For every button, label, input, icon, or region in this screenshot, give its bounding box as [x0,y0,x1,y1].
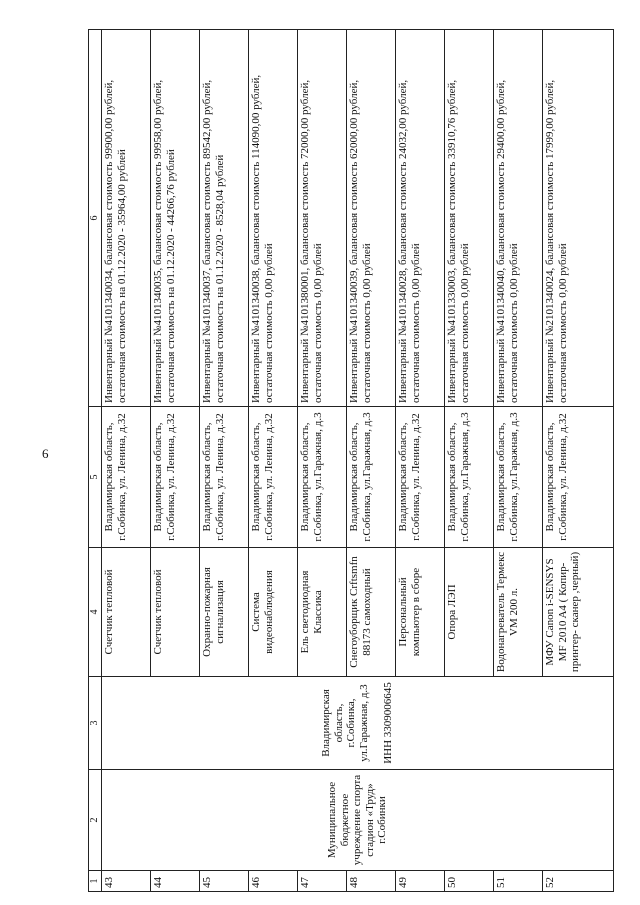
column-header: 4 [89,548,102,677]
item-address: Владимирская область, г.Собинка, ул.Гаражная, д.3 [298,407,347,548]
item-name: Опора ЛЭП [445,548,494,677]
item-details: Инвентарный №4101340039, балансовая стоимость 62000,00 рублей, остаточная стоимость 0,00 рублей [347,30,396,407]
item-address: Владимирская область, г.Собинка, ул.Гаражная, д.3 [494,407,543,548]
row-number: 46 [249,871,298,892]
row-number: 50 [445,871,494,892]
item-details: Инвентарный №4101340037, балансовая стоимость 89542,00 рублей, остаточная стоимость на 01.12.2020 - 8528,04 рублей [200,30,249,407]
organization-inn: ИНН 3309006645 [382,682,395,764]
item-address: Владимирская область, г.Собинка, ул.Гаражная, д.3 [445,407,494,548]
item-address: Владимирская область, г.Собинка, ул. Ленина, д.32 [102,407,151,548]
column-header: 6 [89,30,102,407]
row-number: 44 [151,871,200,892]
item-details: Инвентарный №4101340040, балансовая стоимость 29400,00 рублей, остаточная стоимость 0,00 рублей [494,30,543,407]
item-name: Водонагреватель Термекс VM 200 л. [494,548,543,677]
item-details: Инвентарный №4101340038, балансовая стоимость 114090,00 рублей, остаточная стоимость 0,00 рублей [249,30,298,407]
item-name: Система видеонаблюдения [249,548,298,677]
row-number: 45 [200,871,249,892]
item-name: Снегоуборщик Crftsmfn 88173 самоходный [347,548,396,677]
item-address: Владимирская область, г.Собинка, ул. Ленина, д.32 [396,407,445,548]
property-table-wrapper [88,30,614,892]
item-address: Владимирская область, г.Собинка, ул. Ленина, д.32 [249,407,298,548]
row-number: 51 [494,871,543,892]
item-address: Владимирская область, г.Собинка, ул. Ленина, д.32 [151,407,200,548]
item-address: Владимирская область, г.Собинка, ул.Гаражная, д.3 [347,407,396,548]
organization-info [102,677,614,770]
column-header: 1 [89,871,102,892]
item-name: Охранно-пожарная сигнализация [200,548,249,677]
item-address: Владимирская область, г.Собинка, ул. Ленина, д.32 [200,407,249,548]
row-number: 47 [298,871,347,892]
column-header: 2 [89,770,102,871]
item-details: Инвентарный №4101330003, балансовая стоимость 33910,76 рублей, остаточная стоимость 0,00 рублей [445,30,494,407]
item-details: Инвентарный №2101340024, балансовая стоимость 17999,00 рублей, остаточная стоимость 0,00 рублей [543,30,614,407]
table-row [102,30,151,892]
organization-address: Владимирская область, г.Собинка, ул.Гаражная, д.3 [319,684,370,762]
row-number: 43 [102,871,151,892]
property-table [88,29,614,892]
item-details: Инвентарный №4101340028, балансовая стоимость 24032,00 рублей, остаточная стоимость 0,00 рублей [396,30,445,407]
item-name: Счетчик тепловой [102,548,151,677]
organization-name: Муниципальное бюджетное учреждение спорта стадион «Труд» г.Собинки [102,770,614,871]
row-number: 52 [543,871,614,892]
row-number: 48 [347,871,396,892]
item-address: Владимирская область, г.Собинка, ул. Ленина, д.32 [543,407,614,548]
item-name: МФУ Canon i-SENSYS MF 2010 A4 ( Копир- принтер- сканер ,черный) [543,548,614,677]
item-name: Счетчик тепловой [151,548,200,677]
page-number: 6 [42,446,49,461]
item-details: Инвентарный №4101340035, балансовая стоимость 99958,00 рублей, остаточная стоимость на 01.12.2020 - 44266,76 рублей [151,30,200,407]
row-number: 49 [396,871,445,892]
item-details: Инвентарный №4101380001, балансовая стоимость 72000,00 рублей, остаточная стоимость 0,00 рублей [298,30,347,407]
item-name: Ель светодиодная Классика [298,548,347,677]
item-name: Персональный компьютер в сборе [396,548,445,677]
header-row [89,30,102,892]
column-header: 5 [89,407,102,548]
item-details: Инвентарный №4101340034, балансовая стоимость 99900,00 рублей, остаточная стоимость на 01.12.2020 - 35964,00 рублей [102,30,151,407]
column-header: 3 [89,677,102,770]
